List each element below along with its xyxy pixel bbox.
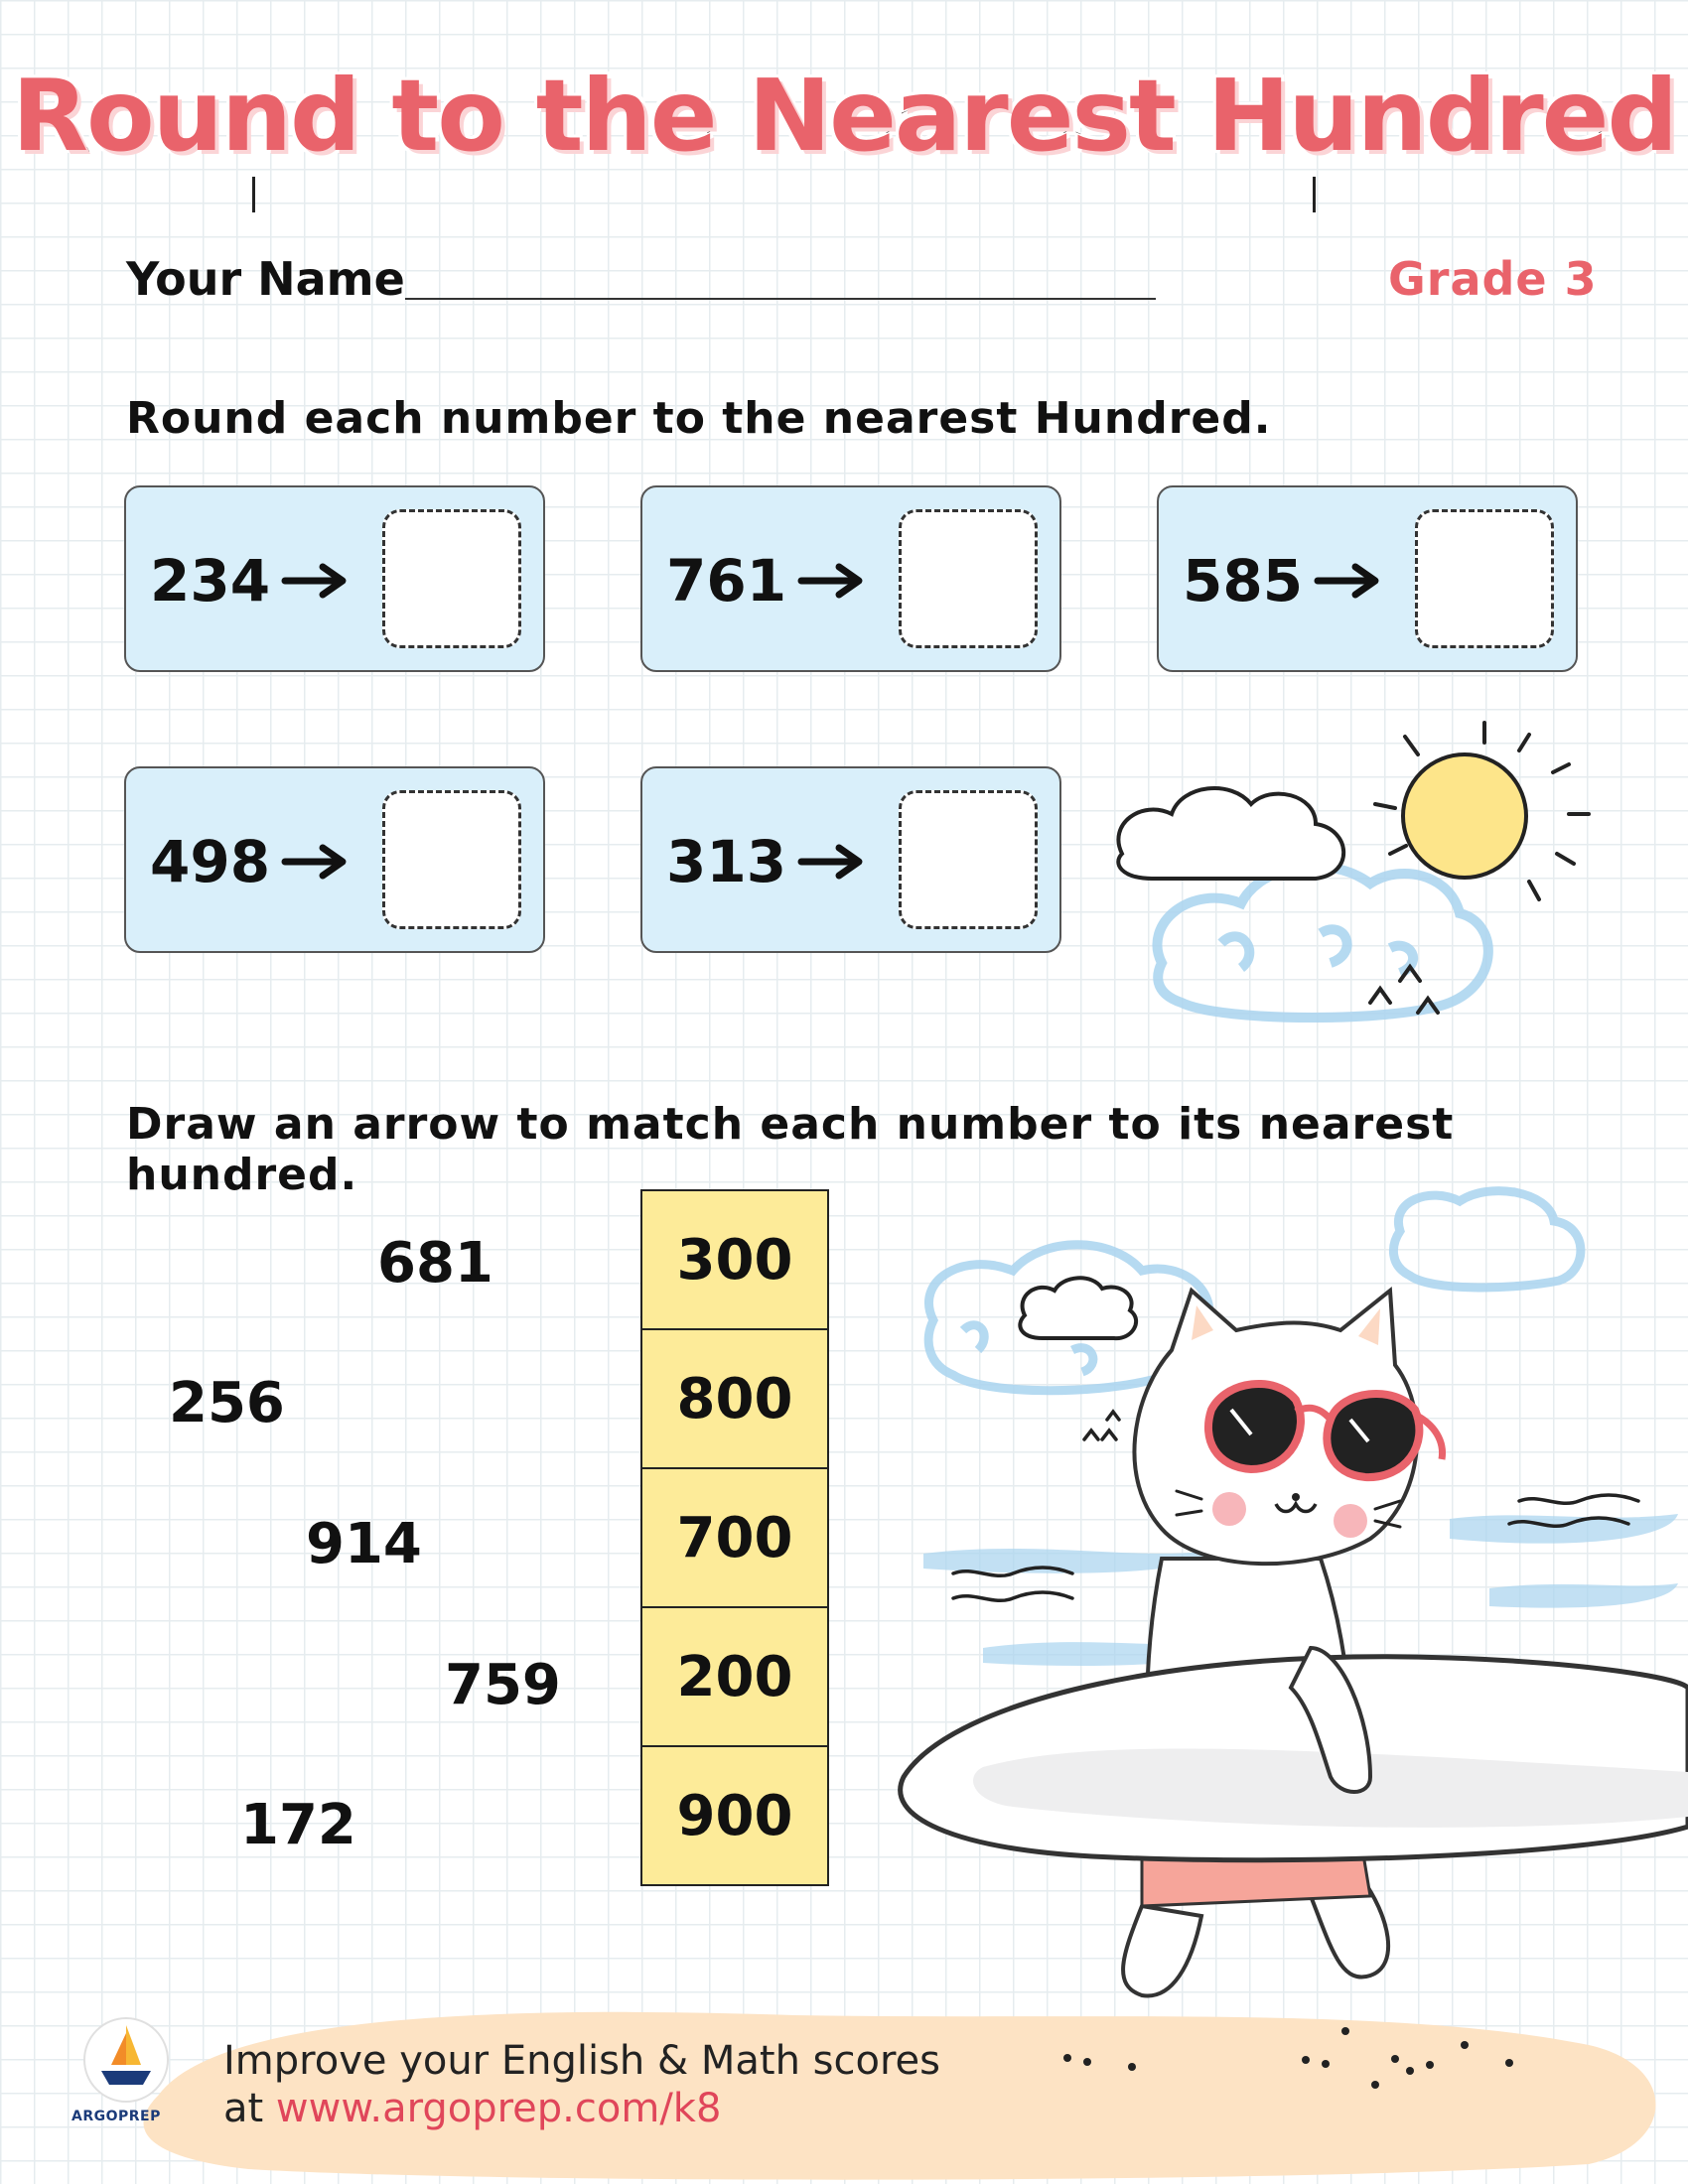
match-number[interactable]: 681 [377,1231,493,1296]
footer-url-link[interactable]: www.argoprep.com/k8 [275,2086,722,2131]
answer-box[interactable] [899,509,1038,648]
right-arrow-icon [797,842,867,882]
match-target[interactable]: 900 [640,1745,829,1886]
round-card [640,766,1061,953]
match-target[interactable]: 200 [640,1606,829,1747]
sun-cloud-illustration [1102,705,1618,1042]
round-number: 498 [150,828,271,895]
match-number[interactable]: 759 [445,1653,561,1717]
match-number[interactable]: 914 [306,1512,422,1576]
match-instruction: Draw an arrow to match each number to its nearest hundred. [126,1099,1455,1200]
match-target-column [640,1189,829,1886]
match-number[interactable]: 256 [169,1371,285,1435]
match-number[interactable]: 172 [240,1793,356,1857]
answer-box[interactable] [382,790,521,929]
footer-line-2 [223,2085,940,2132]
round-number: 313 [666,828,787,895]
title-tick-left [252,177,255,212]
grade-label: Grade 3 [1388,252,1598,306]
right-arrow-icon [281,842,351,882]
footer-prefix: at [223,2086,276,2131]
round-card [640,485,1061,672]
round-instruction: Round each number to the nearest Hundred. [126,393,1272,444]
worksheet-title: Round to the Nearest Hundred [11,58,1677,174]
right-arrow-icon [797,561,867,601]
round-card [1157,485,1578,672]
right-arrow-icon [1314,561,1383,601]
round-card [124,485,545,672]
round-card [124,766,545,953]
round-number: 761 [666,547,787,614]
round-number: 234 [150,547,271,614]
answer-box[interactable] [382,509,521,648]
footer-line-1: Improve your English & Math scores [223,2038,940,2084]
right-arrow-icon [281,561,351,601]
title-tick-right [1313,177,1316,212]
answer-box[interactable] [899,790,1038,929]
match-target[interactable]: 800 [640,1328,829,1469]
name-field[interactable] [405,298,1156,300]
answer-box[interactable] [1415,509,1554,648]
footer-promo [223,2037,940,2132]
match-target[interactable]: 700 [640,1467,829,1608]
round-number: 585 [1183,547,1304,614]
logo-text: ARGOPREP [71,2109,161,2124]
match-target[interactable]: 300 [640,1189,829,1330]
name-label: Your Name [126,252,405,306]
argoprep-logo-icon [81,2015,171,2110]
cat-surfboard-illustration [894,1181,1688,2035]
